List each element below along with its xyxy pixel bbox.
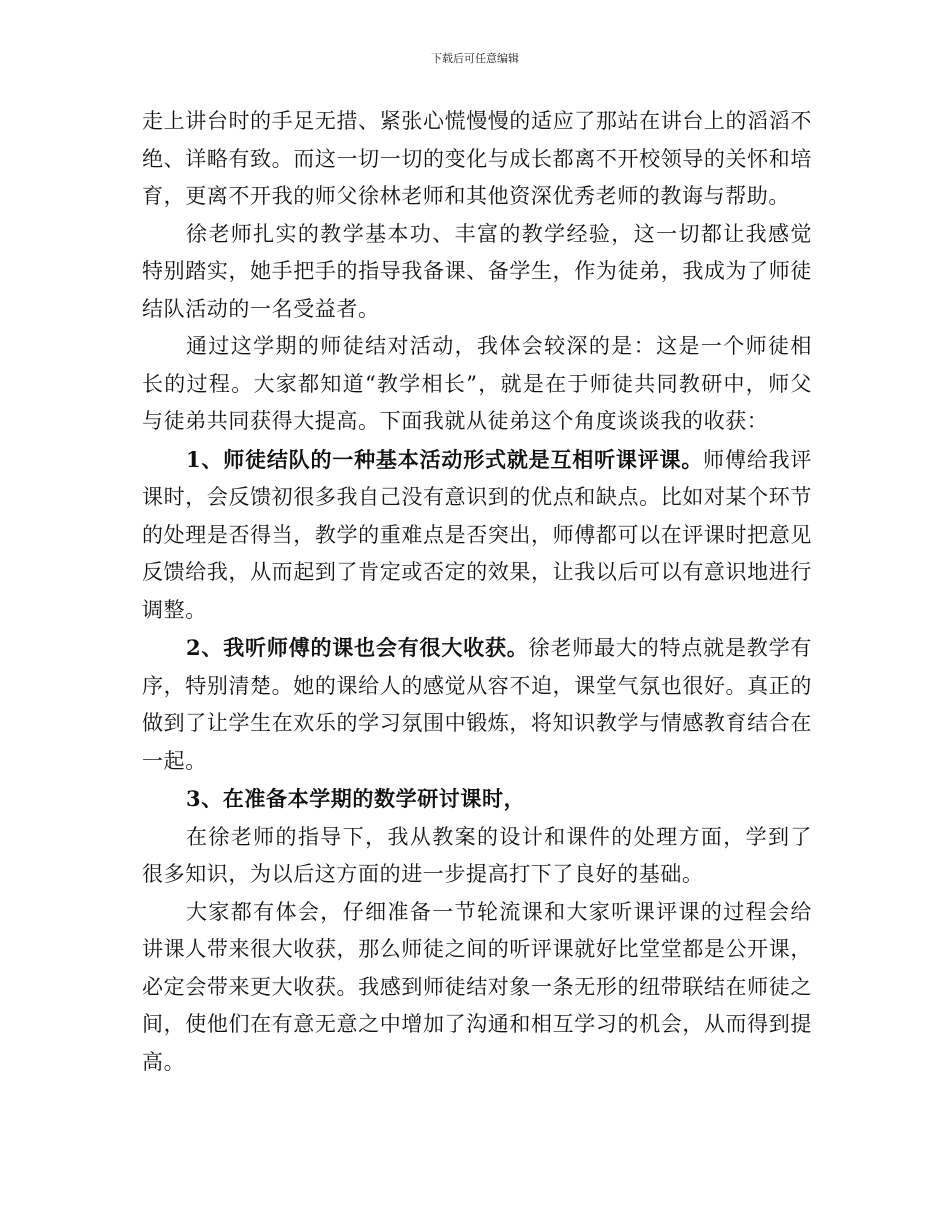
paragraph-6 [142,780,812,819]
document-body [142,103,812,1081]
paragraph-8-text: 大家都有体会，仔细准备一节轮流课和大家听课评课的过程会给讲课人带来很大收获，那么师徒之间的听评课就好比堂堂都是公开课，必定会带来更大收获。我感到师徒结对象一条无形的纽带联结在师徒之间，使他们在有意无意之中增加了沟通和相互学习的机会，从而得到提高。 [142,899,812,1074]
paragraph-2-text: 徐老师扎实的教学基本功、丰富的教学经验，这一切都让我感觉特别踏实，她手把手的指导我备课、备学生，作为徒弟，我成为了师徒结队活动的一名受益者。 [142,221,812,321]
paragraph-6-lead: 3、在准备本学期的数学研讨课时， [186,786,526,811]
paragraph-1 [142,103,812,216]
paragraph-3 [142,328,812,441]
page-header: 下载后可任意编辑 [431,52,519,65]
paragraph-5-lead: 2、我听师傅的课也会有很大收获。 [186,635,529,660]
paragraph-4-lead: 1、师徒结队的一种基本活动形式就是互相听课评课。 [186,446,704,472]
paragraph-7 [142,819,812,894]
paragraph-3-text: 通过这学期的师徒结对活动，我体会较深的是：这是一个师徒相长的过程。大家都知道“教学相长”，就是在于师徒共同教研中，师父与徒弟共同获得大提高。下面我就从徒弟这个角度谈谈我的收获： [142,334,812,433]
paragraph-2 [142,216,812,329]
paragraph-4-text: 师傅给我评课时，会反馈初很多我自己没有意识到的优点和缺点。比如对某个环节的处理是否得当，教学的重难点是否突出，师傅都可以在评课时把意见反馈给我，从而起到了肯定或否定的效果，让我以后可以有意识地进行调整。 [142,447,812,622]
paragraph-5 [142,629,812,780]
paragraph-7-text: 在徐老师的指导下，我从教案的设计和课件的处理方面，学到了很多知识，为以后这方面的进一步提高打下了良好的基础。 [142,824,812,886]
paragraph-8 [142,894,812,1082]
paragraph-1-text: 走上讲台时的手足无措、紧张心慌慢慢的适应了那站在讲台上的滔滔不绝、详略有致。而这一切一切的变化与成长都离不开校领导的关怀和培育，更离不开我的师父徐林老师和其他资深优秀老师的教诲与帮助。 [142,109,812,208]
paragraph-4 [142,441,812,630]
paragraph-5-text: 徐老师最大的特点就是教学有序，特别清楚。她的课给人的感觉从容不迫，课堂气氛也很好。真正的做到了让学生在欢乐的学习氛围中锻炼，将知识教学与情感教育结合在一起。 [142,636,812,773]
